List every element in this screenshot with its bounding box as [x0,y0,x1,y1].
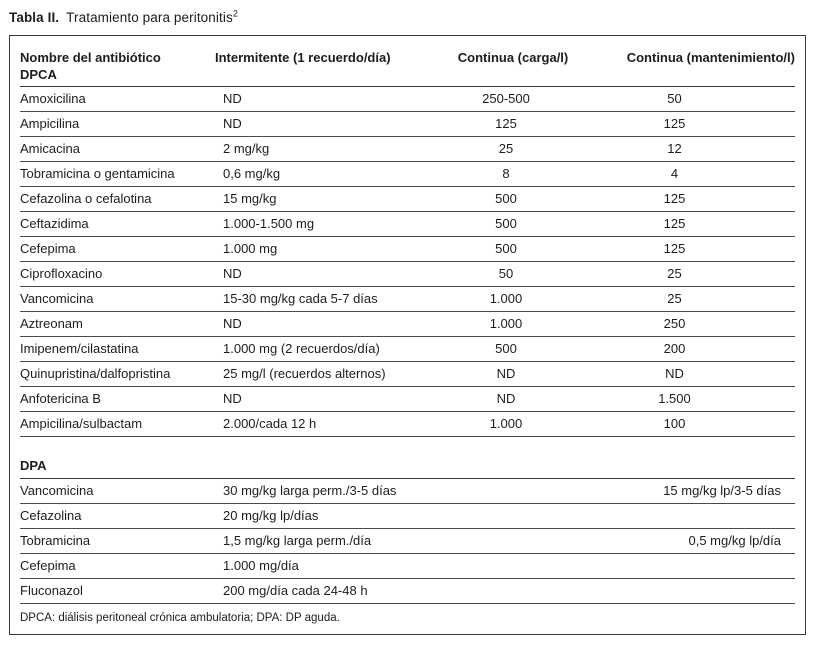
antibiotic-name-cell: Quinupristina/dalfopristina [20,362,215,387]
dose-cell: 25 [428,137,598,162]
dose-cell: 25 [598,287,795,312]
column-header-antibiotic-label: Nombre del antibiótico [20,50,161,65]
dose-cell: 500 [428,237,598,262]
dose-cell [428,579,598,604]
dose-cell: 125 [598,112,795,137]
dose-cell: 200 [598,337,795,362]
dose-cell: 1.000 mg/día [215,554,428,579]
table-row [20,187,795,212]
dose-cell: 100 [598,412,795,437]
table-row [20,312,795,337]
dose-cell [428,529,598,554]
peritonitis-treatment-table [20,40,795,604]
antibiotic-name-cell: Ampicilina/sulbactam [20,412,215,437]
dose-cell: 125 [428,112,598,137]
antibiotic-name-cell: Cefepima [20,237,215,262]
table-container [9,35,806,635]
antibiotic-name-cell: Cefazolina [20,504,215,529]
antibiotic-name-cell: Imipenem/cilastatina [20,337,215,362]
table-title-text: Tratamiento para peritonitis [66,10,233,25]
dose-cell: 15 mg/kg lp/3-5 días [598,479,795,504]
dose-cell: 500 [428,187,598,212]
dose-cell: 1.000 [428,287,598,312]
dose-cell: 0,6 mg/kg [215,162,428,187]
dose-cell: 8 [428,162,598,187]
antibiotic-name-cell: Anfotericina B [20,387,215,412]
column-header-antibiotic-name [20,40,215,87]
section-spacer [20,437,795,450]
section-label-dpca: DPCA [20,67,57,82]
dose-cell: 500 [428,337,598,362]
dose-cell: ND [215,87,428,112]
table-row [20,412,795,437]
table-title-label: Tabla II. [9,10,60,25]
antibiotic-name-cell: Tobramicina [20,529,215,554]
table-row [20,87,795,112]
dose-cell [598,579,795,604]
table-row [20,262,795,287]
column-header-intermittent: Intermitente (1 recuerdo/día) [215,40,428,87]
dose-cell: 1.000 [428,412,598,437]
dose-cell: ND [215,262,428,287]
dose-cell: ND [598,362,795,387]
dose-cell: 1.500 [598,387,795,412]
antibiotic-name-cell: Aztreonam [20,312,215,337]
table-row [20,579,795,604]
dose-cell: 12 [598,137,795,162]
table-footnote: DPCA: diálisis peritoneal crónica ambulatoria; DPA: DP aguda. [20,612,340,624]
antibiotic-name-cell: Tobramicina o gentamicina [20,162,215,187]
table-title-superscript: 2 [232,8,238,19]
dose-cell: 25 mg/l (recuerdos alternos) [215,362,428,387]
dose-cell: 50 [428,262,598,287]
dose-cell [598,504,795,529]
spacer-cell [20,437,795,450]
antibiotic-name-cell: Vancomicina [20,479,215,504]
antibiotic-name-cell: Ceftazidima [20,212,215,237]
dose-cell: 4 [598,162,795,187]
dose-cell: ND [215,312,428,337]
antibiotic-name-cell: Vancomicina [20,287,215,312]
dose-cell [428,554,598,579]
table-row [20,337,795,362]
dose-cell: 500 [428,212,598,237]
table-row [20,112,795,137]
table-row [20,479,795,504]
section-label: DPA [20,449,795,479]
section-header-row [20,449,795,479]
column-header-continuous-load: Continua (carga/l) [428,40,598,87]
dose-cell: 1.000 [428,312,598,337]
dose-cell: 125 [598,187,795,212]
header-row [20,40,795,87]
dose-cell: 30 mg/kg larga perm./3-5 días [215,479,428,504]
dose-cell [598,554,795,579]
table-row [20,137,795,162]
antibiotic-name-cell: Cefazolina o cefalotina [20,187,215,212]
dose-cell: 1,5 mg/kg larga perm./día [215,529,428,554]
table-title [9,9,806,26]
dose-cell: 15 mg/kg [215,187,428,212]
table-row [20,387,795,412]
antibiotic-name-cell: Ciprofloxacino [20,262,215,287]
dose-cell: 50 [598,87,795,112]
dose-cell: ND [215,387,428,412]
dose-cell: 125 [598,237,795,262]
dose-cell: 250 [598,312,795,337]
dose-cell: 250-500 [428,87,598,112]
table-row [20,504,795,529]
dose-cell: ND [215,112,428,137]
dose-cell: 25 [598,262,795,287]
antibiotic-name-cell: Cefepima [20,554,215,579]
dose-cell: 125 [598,212,795,237]
dose-cell [428,479,598,504]
dose-cell: ND [428,387,598,412]
dose-cell: 1.000-1.500 mg [215,212,428,237]
column-header-continuous-maintenance: Continua (mantenimiento/l) [598,40,795,87]
dose-cell: 2 mg/kg [215,137,428,162]
antibiotic-name-cell: Fluconazol [20,579,215,604]
dose-cell: 2.000/cada 12 h [215,412,428,437]
antibiotic-name-cell: Amoxicilina [20,87,215,112]
table-row [20,237,795,262]
antibiotic-name-cell: Amicacina [20,137,215,162]
dose-cell: ND [428,362,598,387]
table-row [20,362,795,387]
table-row [20,529,795,554]
table-body [20,87,795,604]
table-row [20,554,795,579]
dose-cell: 15-30 mg/kg cada 5-7 días [215,287,428,312]
dose-cell: 0,5 mg/kg lp/día [598,529,795,554]
table-row [20,287,795,312]
dose-cell [428,504,598,529]
table-row [20,212,795,237]
dose-cell: 20 mg/kg lp/días [215,504,428,529]
dose-cell: 1.000 mg [215,237,428,262]
table-row [20,162,795,187]
antibiotic-name-cell: Ampicilina [20,112,215,137]
dose-cell: 200 mg/día cada 24-48 h [215,579,428,604]
dose-cell: 1.000 mg (2 recuerdos/día) [215,337,428,362]
